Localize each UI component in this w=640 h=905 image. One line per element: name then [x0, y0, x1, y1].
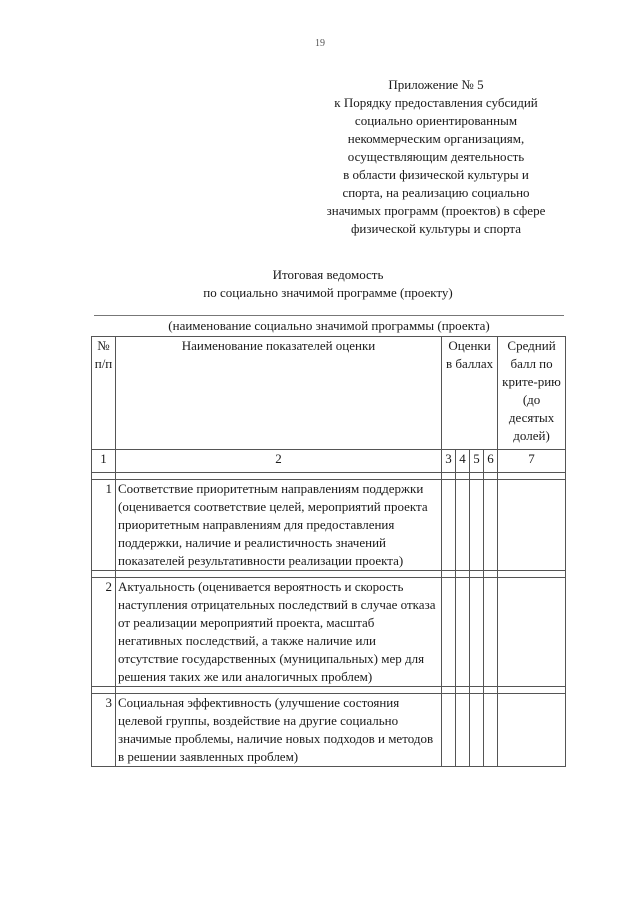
column-number-row: [92, 450, 566, 473]
criterion-text: Актуальность (оценивается вероятность и скорость наступления отрицательных последствий в случае отказа от реализации мероприятий проекта, масштаб негативных последствий, а также наличие или отсутствие государственных (муниципальных) мер для решения таких же или аналогичных проблем): [116, 578, 442, 687]
score-cell: [484, 480, 498, 571]
appendix-line: в области физической культуры и: [343, 167, 529, 182]
score-cell: [456, 578, 470, 687]
criterion-text: Социальная эффективность (улучшение состояния целевой группы, воздействие на другие социально значимые проблемы, наличие новых подходов и методов в решении заявленных проблем): [116, 694, 442, 767]
column-number: 6: [484, 450, 498, 473]
header-scores: Оценки в баллах: [442, 337, 498, 450]
criterion-text: Соответствие приоритетным направлениям поддержки (оценивается соответствие целей, мероприятий проекта приоритетным направлениям для предоставления поддержки, наличие и реалистичность значений показателей результативности реализации проекта): [116, 480, 442, 571]
appendix-line: некоммерческим организациям,: [347, 131, 525, 146]
document-title: [90, 266, 566, 302]
score-cell: [470, 480, 484, 571]
row-number: 2: [92, 578, 116, 687]
row-number: 3: [92, 694, 116, 767]
spacer-row: [92, 473, 566, 480]
ratings-table: [91, 336, 566, 767]
appendix-line: спорта, на реализацию социально: [342, 185, 530, 200]
column-number: 4: [456, 450, 470, 473]
table-row: [92, 694, 566, 767]
appendix-line: Приложение № 5: [388, 77, 484, 92]
average-cell: [498, 578, 566, 687]
score-cell: [470, 694, 484, 767]
average-cell: [498, 694, 566, 767]
appendix-line: социально ориентированным: [354, 113, 518, 128]
appendix-header: [300, 76, 572, 238]
table-header-row: [92, 337, 566, 450]
appendix-line: осуществляющим деятельность: [347, 149, 525, 164]
score-cell: [456, 480, 470, 571]
appendix-line: значимых программ (проектов) в сфере: [326, 203, 546, 218]
score-cell: [484, 578, 498, 687]
score-cell: [442, 694, 456, 767]
appendix-line: физической культуры и спорта: [350, 221, 522, 236]
program-name-blank-line: [94, 315, 564, 316]
spacer-row: [92, 687, 566, 694]
column-number: 1: [92, 450, 116, 473]
column-number: 3: [442, 450, 456, 473]
program-name-caption: (наименование социально значимой программы (проекта): [168, 318, 490, 333]
title-line-1: Итоговая ведомость: [272, 267, 384, 282]
header-criteria-name: Наименование показателей оценки: [116, 337, 442, 450]
header-average: Средний балл по крите-рию (до десятых долей): [498, 337, 566, 450]
table-row: [92, 480, 566, 571]
average-cell: [498, 480, 566, 571]
score-cell: [442, 480, 456, 571]
score-cell: [484, 694, 498, 767]
header-number: № п/п: [92, 337, 116, 450]
page-number: 19: [315, 38, 325, 49]
column-number: 5: [470, 450, 484, 473]
score-cell: [456, 694, 470, 767]
appendix-line: к Порядку предоставления субсидий: [334, 95, 538, 110]
table-row: [92, 578, 566, 687]
title-line-2: по социально значимой программе (проекту): [203, 285, 453, 300]
row-number: 1: [92, 480, 116, 571]
score-cell: [470, 578, 484, 687]
spacer-row: [92, 571, 566, 578]
column-number: 2: [116, 450, 442, 473]
column-number: 7: [498, 450, 566, 473]
score-cell: [442, 578, 456, 687]
